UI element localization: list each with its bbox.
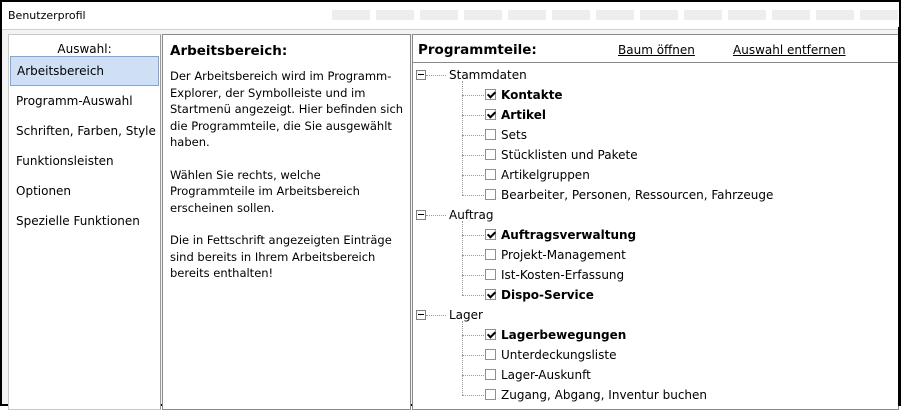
checkbox-checked-icon[interactable] [485,329,496,340]
tree-connector [462,235,484,236]
checkbox-unchecked-icon[interactable] [485,369,496,380]
tree-item-row[interactable] [413,185,898,205]
tree-item-row[interactable] [413,225,898,245]
description-panel [162,34,411,410]
tree-group-label[interactable]: Lager [449,308,483,322]
program-parts-header [413,35,898,63]
tree-item-row[interactable] [413,145,898,165]
description-paragraph-1: Der Arbeitsbereich wird im Programm-Explorer, der Symbolleiste und im Startmenü angezeigt. Hier befinden sich die Programmteile, die Sie ausgewählt haben. [170,69,404,149]
tree-connector [426,75,446,76]
tree-connector [426,315,446,316]
tree-group-label[interactable]: Auftrag [449,208,494,222]
selection-item[interactable]: Programm-Auswahl [16,94,133,108]
checkbox-unchecked-icon[interactable] [485,249,496,260]
selection-panel [8,34,161,410]
description-title: Arbeitsbereich: [170,43,288,59]
tree-connector [426,215,446,216]
tree-connector [462,81,463,195]
window-title: Benutzerprofil [8,9,86,22]
collapse-icon[interactable] [416,70,426,80]
tree-connector [462,295,484,296]
tree-item-label[interactable]: Dispo-Service [501,288,594,302]
tree-item-row[interactable] [413,105,898,125]
tree-connector [462,275,484,276]
checkbox-checked-icon[interactable] [485,109,496,120]
checkbox-unchecked-icon[interactable] [485,189,496,200]
tree-item-row[interactable] [413,365,898,385]
collapse-icon[interactable] [416,210,426,220]
tree-item-row[interactable] [413,85,898,105]
checkbox-unchecked-icon[interactable] [485,129,496,140]
tree-connector [462,195,484,196]
tree-item-row[interactable] [413,325,898,345]
tree-group-row [413,65,898,85]
tree-group-row [413,205,898,225]
tree-connector [462,95,484,96]
tree-item-label[interactable]: Ist-Kosten-Erfassung [501,268,625,282]
tree-connector [462,135,484,136]
selection-list [9,56,160,236]
checkbox-checked-icon[interactable] [485,289,496,300]
tree-item-row[interactable] [413,245,898,265]
tree-item-row[interactable] [413,165,898,185]
clear-selection-link[interactable]: Auswahl entfernen [733,43,846,57]
description-paragraph-3: Die in Fettschrift angezeigten Einträge sind bereits in Ihrem Arbeitsbereich bereits enthalten! [170,233,392,280]
tree-item-label[interactable]: Artikel [501,108,546,122]
checkbox-unchecked-icon[interactable] [485,169,496,180]
checkbox-checked-icon[interactable] [485,229,496,240]
tree-connector [462,335,484,336]
tree-item-row[interactable] [413,285,898,305]
tree-item-label[interactable]: Sets [501,128,527,142]
tree-connector [462,175,484,176]
selection-item[interactable]: Optionen [16,184,72,198]
dialog-content [2,29,899,404]
tree-item-label[interactable]: Auftragsverwaltung [501,228,637,242]
checkbox-unchecked-icon[interactable] [485,349,496,360]
tree-connector [462,355,484,356]
tree-connector [462,255,484,256]
tree-connector [462,395,484,396]
tree-item-label[interactable]: Lager-Auskunft [501,368,591,382]
selection-item[interactable]: Schriften, Farben, Style [16,124,156,138]
collapse-icon[interactable] [416,310,426,320]
tree-item-row[interactable] [413,385,898,405]
tree-item-label[interactable]: Bearbeiter, Personen, Ressourcen, Fahrzeuge [501,188,774,202]
description-paragraph-2: Wählen Sie rechts, welche Programmteile im Arbeitsbereich erscheinen sollen. [170,167,360,215]
tree-item-label[interactable]: Projekt-Management [501,248,626,262]
selection-item[interactable]: Spezielle Funktionen [16,214,140,228]
tree-item-label[interactable]: Zugang, Abgang, Inventur buchen [501,388,708,402]
tree-item-label[interactable]: Artikelgruppen [501,168,590,182]
selection-item[interactable]: Arbeitsbereich [10,56,159,86]
tree-connector [462,375,484,376]
tree-item-row[interactable] [413,345,898,365]
tree-connector [462,321,463,395]
tree-connector [462,115,484,116]
tree-item-label[interactable]: Lagerbewegungen [501,328,627,342]
title-bar [2,2,899,28]
tree-connector [462,155,484,156]
open-tree-link[interactable]: Baum öffnen [618,43,695,57]
selection-item[interactable]: Funktionsleisten [16,154,114,168]
tree-item-row[interactable] [413,265,898,285]
tree-item-row[interactable] [413,125,898,145]
tree-group-row [413,305,898,325]
selection-header: Auswahl: [57,42,112,56]
checkbox-unchecked-icon[interactable] [485,389,496,400]
tree-group-label[interactable]: Stammdaten [449,68,527,82]
checkbox-unchecked-icon[interactable] [485,269,496,280]
checkbox-unchecked-icon[interactable] [485,149,496,160]
program-parts-panel [412,34,899,410]
tree-item-label[interactable]: Kontakte [501,88,563,102]
tree-connector [462,221,463,295]
tree-item-label[interactable]: Unterdeckungsliste [501,348,617,362]
checkbox-checked-icon[interactable] [485,89,496,100]
tree-item-label[interactable]: Stücklisten und Pakete [501,148,638,162]
program-parts-title: Programmteile: [418,42,537,58]
background-text-ghost [332,10,899,20]
